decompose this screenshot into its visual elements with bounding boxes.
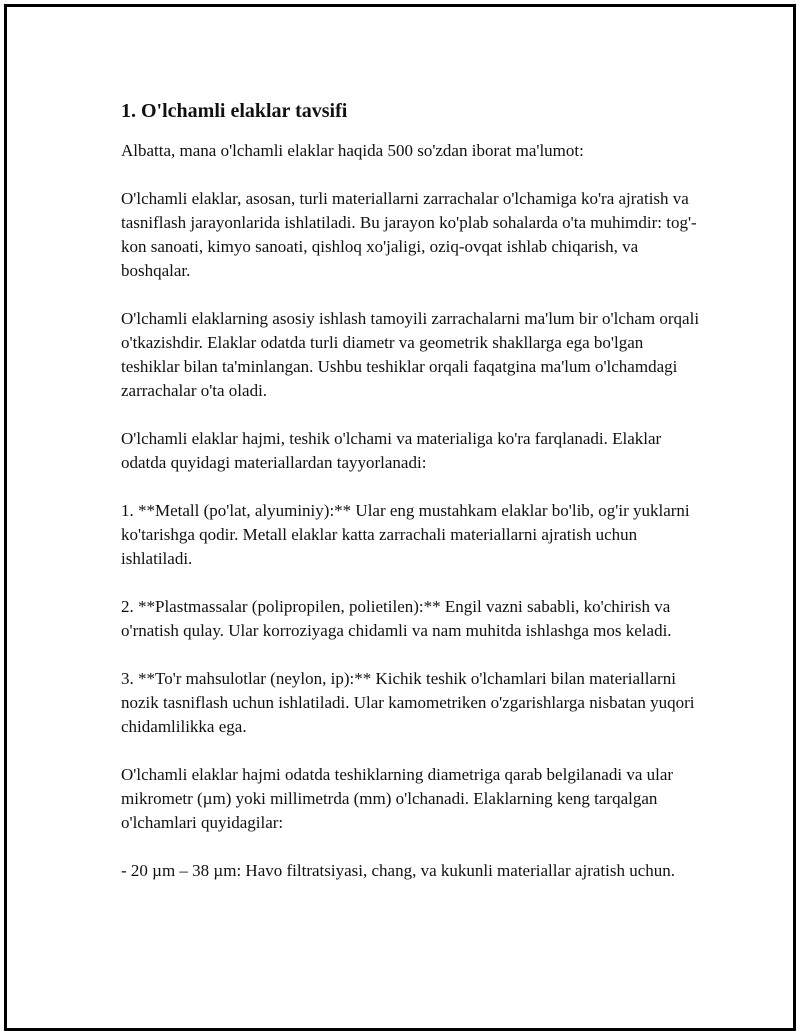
material-item-mesh: 3. **To'r mahsulotlar (neylon, ip):** Kichik teshik o'lchamlari bilan materiallarni nozik tasniflash uchun ishlatiladi. Ular kamometriken o'zgarishlarga nisbatan yuqori chidamlilikka ega. xyxy=(121,669,695,736)
usage-paragraph: O'lchamli elaklar, asosan, turli materiallarni zarrachalar o'lchamiga ko'ra ajratish va tasniflash jarayonlarida ishlatiladi. Bu jarayon ko'plab sohalarda o'ta muhimdir: tog'-kon sanoati, kimyo sanoati, qishloq xo'jaligi, oziq-ovqat ishlab chiqarish, va boshqalar. xyxy=(121,189,697,280)
material-item-metal: 1. **Metall (po'lat, alyuminiy):** Ular eng mustahkam elaklar bo'lib, og'ir yuklarni ko'tarishga qodir. Metall elaklar katta zarrachali materiallarni ajratish uchun ishlatiladi. xyxy=(121,501,690,568)
materials-intro-paragraph: O'lchamli elaklar hajmi, teshik o'lchami va materialiga ko'ra farqlanadi. Elaklar odatda quyidagi materiallardan tayyorlanadi: xyxy=(121,429,662,472)
section-heading: 1. O'lchamli elaklar tavsifi xyxy=(121,100,348,122)
size-list-item: - 20 µm – 38 µm: Havo filtratsiyasi, chang, va kukunli materiallar ajratish uchun. xyxy=(121,861,676,880)
sizes-paragraph: O'lchamli elaklar hajmi odatda teshiklarning diametriga qarab belgilanadi va ular mikrometr (µm) yoki millimetrda (mm) o'lchanadi. Elaklarning keng tarqalgan o'lchamlari quyidagilar: xyxy=(121,765,674,832)
principle-paragraph: O'lchamli elaklarning asosiy ishlash tamoyili zarrachalarni ma'lum bir o'lcham orqali o'tkazishdir. Elaklar odatda turli diametr va geometrik shakllarga ega bo'lgan teshiklar bilan ta'minlangan. Ushbu teshiklar orqali faqatgina ma'lum o'lchamdagi zarrachalar o'ta oladi. xyxy=(121,309,700,400)
intro-paragraph: Albatta, mana o'lchamli elaklar haqida 500 so'zdan iborat ma'lumot: xyxy=(121,141,584,160)
material-item-plastic: 2. **Plastmassalar (polipropilen, polietilen):** Engil vazni sababli, ko'chirish va o'rnatish qulay. Ular korroziyaga chidamli va nam muhitda ishlashga mos keladi. xyxy=(121,597,672,640)
document-page xyxy=(4,4,796,1031)
document-body xyxy=(121,97,701,883)
